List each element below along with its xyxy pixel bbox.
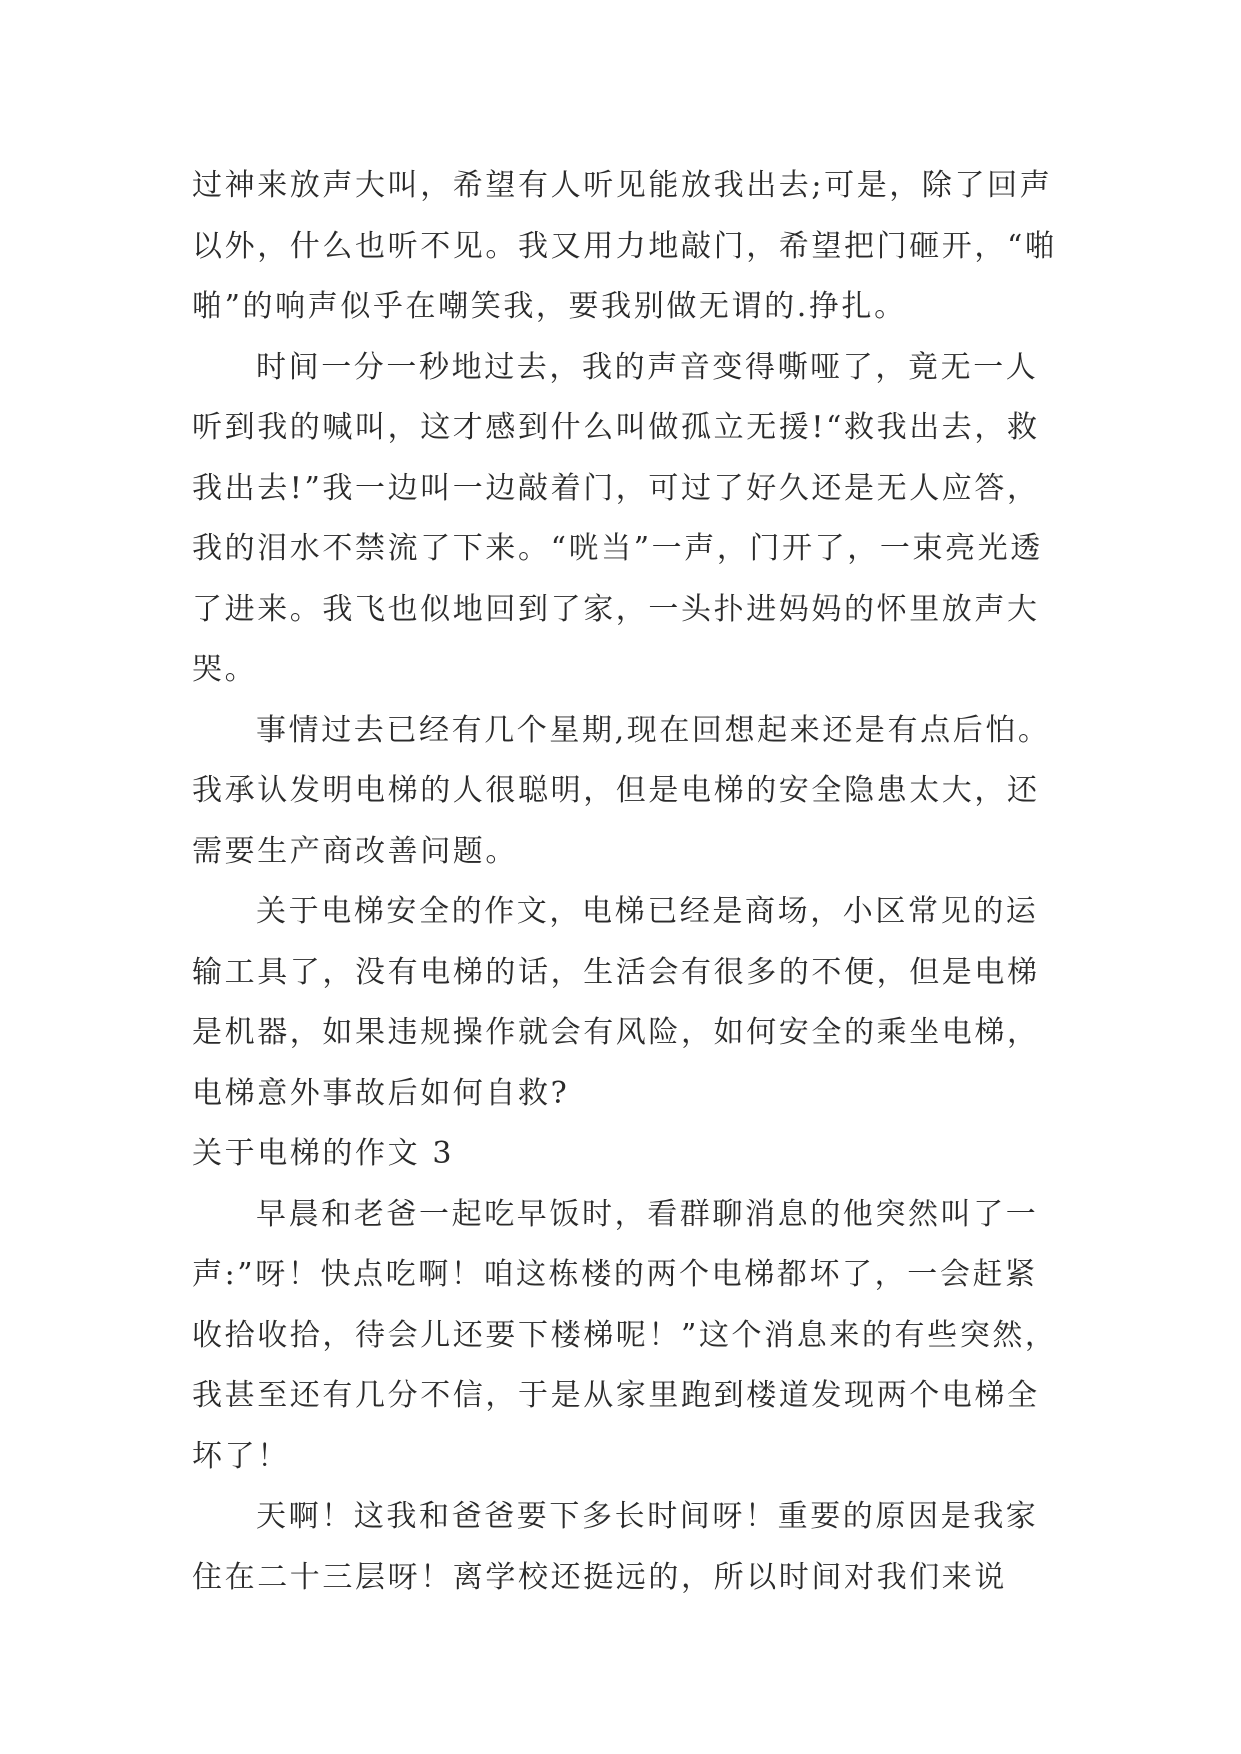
paragraph-continued: 过神来放声大叫，希望有人听见能放我出去;可是，除了回声以外，什么也听不见。我又用力地敲门，希望把门砸开，“啪啪”的响声似乎在嘲笑我，要我别做无谓的.挣扎。 [192,168,1058,324]
paragraph: 天啊！这我和爸爸要下多长时间呀！重要的原因是我家住在二十三层呀！离学校还挺远的，所以时间对我们来说 [192,1499,1039,1595]
section-heading: 关于电梯的作文 3 [192,1136,455,1171]
paragraph: 事情过去已经有几个星期,现在回想起来还是有点后怕。我承认发明电梯的人很聪明，但是电梯的安全隐患太大，还需要生产商改善问题。 [192,712,1051,869]
paragraph: 关于电梯安全的作文，电梯已经是商场，小区常见的运输工具了，没有电梯的话，生活会有很多的不便，但是电梯是机器，如果违规操作就会有风险，如何安全的乘坐电梯，电梯意外事故后如何自救? [192,894,1040,1111]
paragraph: 时间一分一秒地过去，我的声音变得嘶哑了，竟无一人听到我的喊叫，这才感到什么叫做孤立无援!“救我出去，救我出去!”我一边叫一边敲着门，可过了好久还是无人应答，我的泪水不禁流了下来。“咣当”一声，门开了，一束亮光透了进来。我飞也似地回到了家，一头扑进妈妈的怀里放声大哭。 [192,349,1043,687]
paragraph: 早晨和老爸一起吃早饭时，看群聊消息的他突然叫了一声:”呀！快点吃啊！咱这栋楼的两个电梯都坏了，一会赶紧收拾收拾，待会儿还要下楼梯呢！”这个消息来的有些突然，我甚至还有几分不信，于是从家里跑到楼道发现两个电梯全坏了！ [192,1196,1058,1474]
essay-body [192,156,1062,1608]
